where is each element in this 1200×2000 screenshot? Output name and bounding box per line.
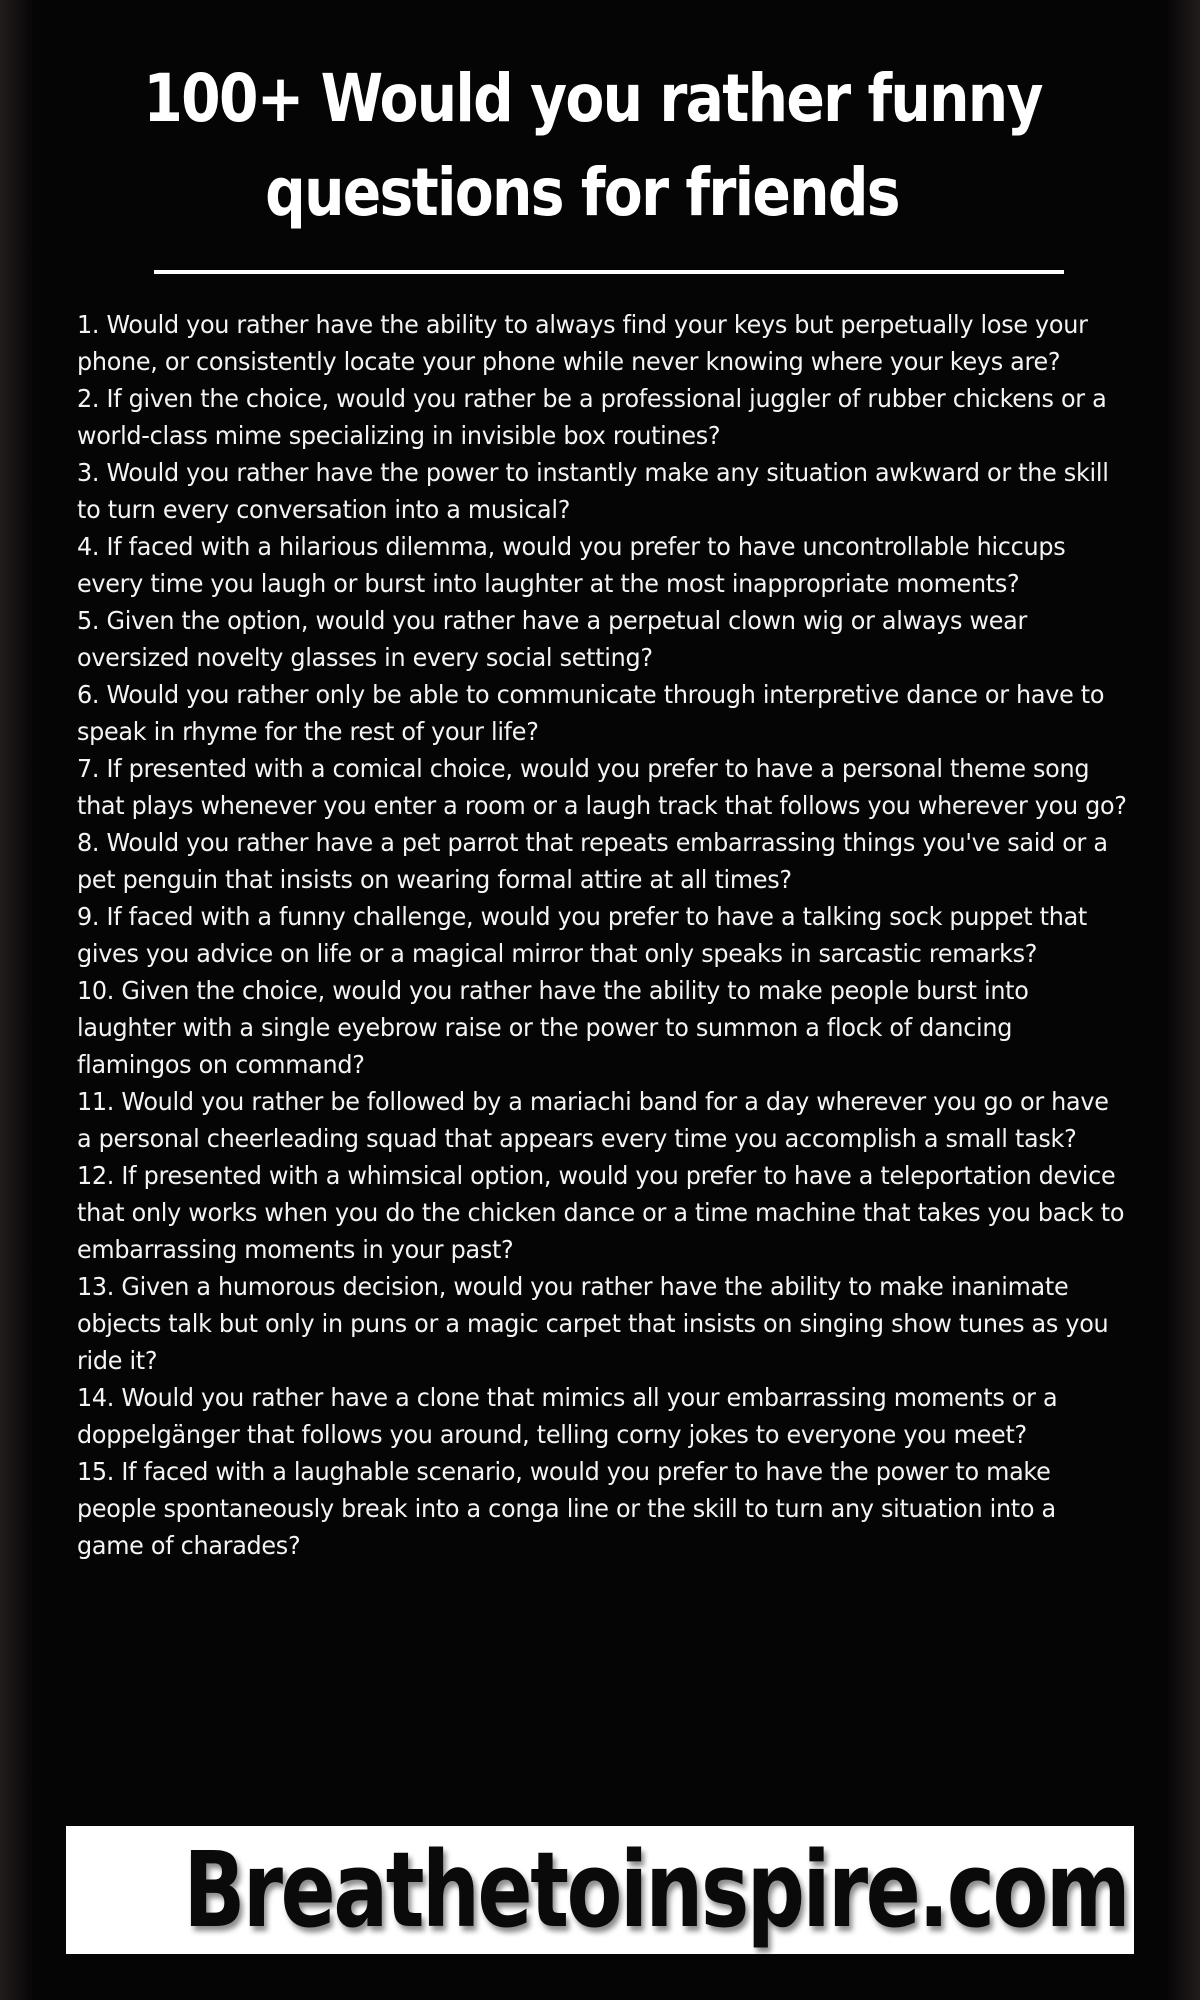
question-item: 4. If faced with a hilarious dilemma, would you prefer to have uncontrollable hiccups every time you laugh or burst into laughter at the most inappropriate moments? (77, 532, 1066, 598)
title-line-1: 100+ Would you rather funny (143, 60, 1042, 137)
website-banner (66, 1826, 1134, 1954)
title-line-2: questions for friends (265, 154, 899, 231)
question-item: 14. Would you rather have a clone that mimics all your embarrassing moments or a doppelgänger that follows you around, telling corny jokes to everyone you meet? (77, 1383, 1058, 1449)
poster (32, 0, 1168, 2000)
question-item: 10. Given the choice, would you rather have the ability to make people burst into laughter with a single eyebrow raise or the power to summon a flock of dancing flamingos on command? (77, 976, 1029, 1079)
question-item: 8. Would you rather have a pet parrot that repeats embarrassing things you've said or a pet penguin that insists on wearing formal attire at all times? (77, 828, 1108, 894)
title-divider (154, 270, 1064, 274)
question-item: 6. Would you rather only be able to communicate through interpretive dance or have to speak in rhyme for the rest of your life? (77, 680, 1105, 746)
question-item: 13. Given a humorous decision, would you rather have the ability to make inanimate objects talk but only in puns or a magic carpet that insists on singing show tunes as you ride it? (77, 1272, 1109, 1375)
question-item: 1. Would you rather have the ability to always find your keys but perpetually lose your phone, or consistently locate your phone while never knowing where your keys are? (77, 310, 1088, 376)
question-item: 9. If faced with a funny challenge, would you prefer to have a talking sock puppet that gives you advice on life or a magical mirror that only speaks in sarcastic remarks? (77, 902, 1088, 968)
question-item: 12. If presented with a whimsical option, would you prefer to have a teleportation device that only works when you do the chicken dance or a time machine that takes you back to embarrassing moments in your past? (77, 1161, 1125, 1264)
question-item: 15. If faced with a laughable scenario, would you prefer to have the power to make people spontaneously break into a conga line or the skill to turn any situation into a game of charades? (77, 1457, 1056, 1560)
question-list (77, 306, 1128, 1564)
question-item: 7. If presented with a comical choice, would you prefer to have a personal theme song that plays whenever you enter a room or a laugh track that follows you wherever you go? (77, 754, 1127, 820)
website-name: Breathetoinspire.com (183, 1829, 1129, 1951)
question-item: 5. Given the option, would you rather have a perpetual clown wig or always wear oversized novelty glasses in every social setting? (77, 606, 1028, 672)
question-item: 3. Would you rather have the power to instantly make any situation awkward or the skill to turn every conversation into a musical? (77, 458, 1109, 524)
page-title (143, 52, 1042, 240)
question-item: 2. If given the choice, would you rather be a professional juggler of rubber chickens or a world-class mime specializing in invisible box routines? (77, 384, 1107, 450)
question-item: 11. Would you rather be followed by a mariachi band for a day wherever you go or have a personal cheerleading squad that appears every time you accomplish a small task? (77, 1087, 1109, 1153)
